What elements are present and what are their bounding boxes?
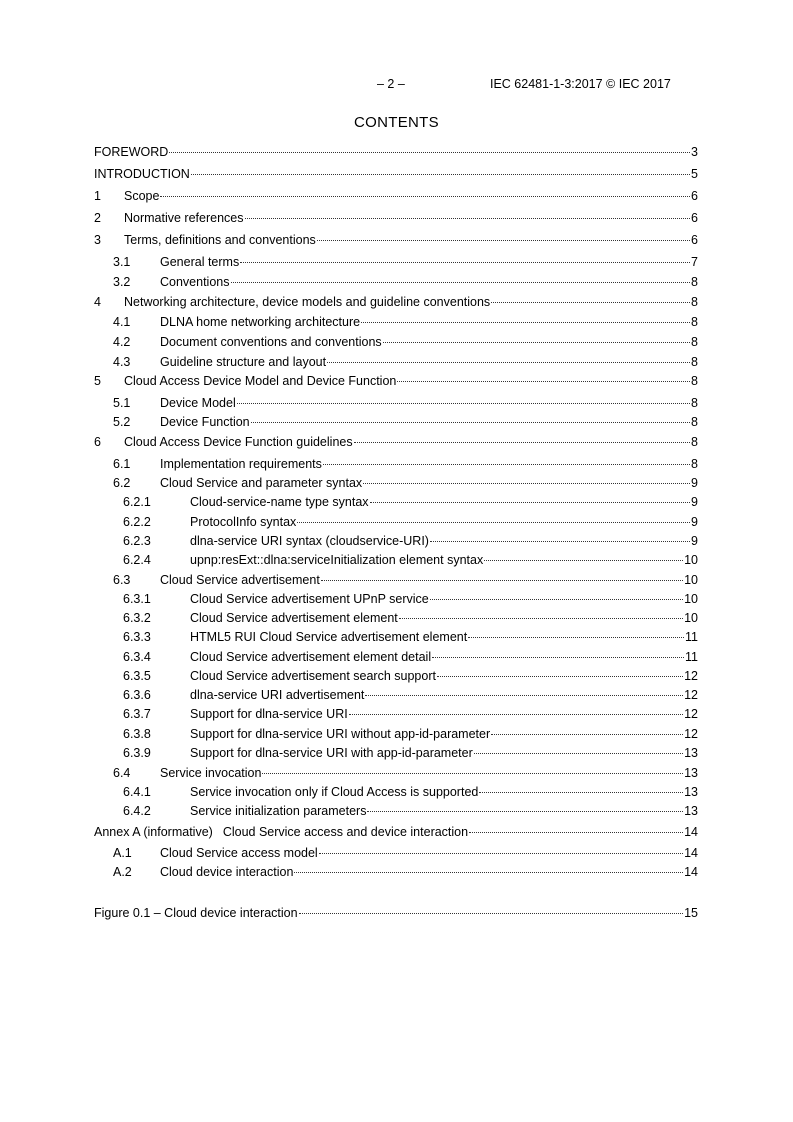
toc-entry[interactable] [94, 210, 698, 227]
dot-leader [327, 361, 690, 363]
contents-title: CONTENTS [354, 114, 439, 131]
toc-entry-page: 13 [684, 746, 698, 760]
dot-leader [237, 402, 690, 404]
toc-entry[interactable] [94, 373, 698, 390]
toc-entry[interactable] [94, 726, 698, 743]
dot-leader [491, 301, 690, 303]
dot-leader [354, 441, 690, 443]
toc-entry-page: 7 [691, 255, 698, 269]
toc-entry-page: 6 [691, 233, 698, 247]
toc-entry-title: Device Function [160, 415, 250, 429]
toc-entry-page: 15 [684, 906, 698, 920]
toc-entry-title: Cloud Service access and device interaction [222, 825, 469, 839]
dot-leader [299, 912, 684, 914]
toc-entry-number: 6.2.4 [123, 553, 151, 567]
dot-leader [432, 656, 684, 658]
toc-entry-title: Cloud Service advertisement element [190, 611, 398, 625]
toc-entry-number: 6.3.6 [123, 688, 151, 702]
toc-entry[interactable] [94, 706, 698, 723]
toc-entry[interactable] [94, 824, 698, 841]
toc-entry-page: 13 [684, 785, 698, 799]
toc-entry-title: Terms, definitions and conventions [124, 233, 316, 247]
toc-entry-number: 6.2 [113, 476, 131, 490]
toc-entry-number: 6.4.2 [123, 804, 151, 818]
toc-entry-page: 8 [691, 435, 698, 449]
toc-entry-title: FOREWORD [94, 145, 169, 159]
toc-entry-number: 6.3.8 [123, 727, 151, 741]
dot-leader [468, 636, 684, 638]
toc-entry-number: 4.3 [113, 355, 131, 369]
toc-entry-title: Document conventions and conventions [160, 335, 382, 349]
toc-entry-title: dlna-service URI syntax (cloudservice-URI) [190, 534, 429, 548]
toc-entry-title: Support for dlna-service URI with app-id-parameter [190, 746, 473, 760]
toc-entry-number: 5.1 [113, 396, 131, 410]
toc-entry[interactable] [94, 668, 698, 685]
toc-entry[interactable] [94, 610, 698, 627]
toc-entry-number: 4.1 [113, 315, 131, 329]
toc-entry-page: 6 [691, 211, 698, 225]
toc-entry-page: 9 [691, 534, 698, 548]
toc-entry-title: Service invocation only if Cloud Access is supported [190, 785, 479, 799]
dot-leader [399, 617, 683, 619]
toc-entry[interactable] [94, 232, 698, 249]
toc-entry-number: 6.3.3 [123, 630, 151, 644]
toc-entry-number: 5 [94, 374, 101, 388]
toc-entry-title: Figure 0.1 – Cloud device interaction [94, 906, 298, 920]
dot-leader [251, 421, 690, 423]
toc-entry-page: 8 [691, 295, 698, 309]
toc-entry-number: 4 [94, 295, 101, 309]
toc-entry[interactable] [94, 552, 698, 569]
toc-entry-number: 6.1 [113, 457, 131, 471]
toc-entry-page: 10 [684, 611, 698, 625]
toc-entry-page: 9 [691, 476, 698, 490]
toc-entry-page: 8 [691, 355, 698, 369]
toc-entry[interactable] [94, 254, 698, 271]
toc-entry[interactable] [94, 334, 698, 351]
toc-entry-number: 6.2.1 [123, 495, 151, 509]
toc-entry-page: 8 [691, 335, 698, 349]
toc-entry-title: Normative references [124, 211, 244, 225]
toc-entry-title: INTRODUCTION [94, 167, 190, 181]
toc-entry-title: ProtocolInfo syntax [190, 515, 297, 529]
toc-entry[interactable] [94, 845, 698, 862]
toc-entry-page: 9 [691, 495, 698, 509]
toc-entry-title: DLNA home networking architecture [160, 315, 361, 329]
toc-entry-number: 3.2 [113, 275, 131, 289]
toc-entry-page: 8 [691, 415, 698, 429]
toc-entry-title: Service invocation [160, 766, 262, 780]
toc-entry-page: 5 [691, 167, 698, 181]
toc-entry-number: 6.3.4 [123, 650, 151, 664]
toc-entry-page: 14 [684, 865, 698, 879]
toc-entry-page: 11 [685, 650, 698, 664]
toc-entry[interactable] [94, 572, 698, 589]
dot-leader [169, 151, 690, 153]
dot-leader [397, 380, 690, 382]
toc-entry-number: 6.3.9 [123, 746, 151, 760]
toc-entry-number: 2 [94, 211, 101, 225]
toc-entry[interactable] [94, 475, 698, 492]
toc-entry[interactable] [94, 864, 698, 881]
toc-entry-title: Scope [124, 189, 160, 203]
dot-leader [160, 195, 690, 197]
toc-entry-title: HTML5 RUI Cloud Service advertisement element [190, 630, 468, 644]
toc-entry[interactable] [94, 314, 698, 331]
toc-entry[interactable] [94, 803, 698, 820]
toc-entry-title: Cloud Service access model [160, 846, 318, 860]
toc-entry[interactable] [94, 784, 698, 801]
toc-entry-page: 13 [684, 766, 698, 780]
toc-entry-page: 12 [684, 707, 698, 721]
toc-entry-title: dlna-service URI advertisement [190, 688, 365, 702]
page-number: – 2 – [377, 77, 405, 91]
toc-entry-page: 8 [691, 457, 698, 471]
toc-entry-title: Guideline structure and layout [160, 355, 327, 369]
dot-leader [363, 482, 690, 484]
toc-entry-page: 3 [691, 145, 698, 159]
toc-entry-number: 1 [94, 189, 101, 203]
toc-entry-page: 14 [684, 825, 698, 839]
toc-entry-title: Cloud-service-name type syntax [190, 495, 369, 509]
dot-leader [319, 852, 683, 854]
toc-entry[interactable] [94, 494, 698, 511]
toc-entry-page: 12 [684, 727, 698, 741]
toc-entry-number: 6.3.5 [123, 669, 151, 683]
toc-entry-title: Cloud Access Device Model and Device Function [124, 374, 397, 388]
dot-leader [321, 579, 683, 581]
dot-leader [365, 694, 683, 696]
toc-entry-title: Cloud Service advertisement UPnP service [190, 592, 429, 606]
toc-entry-title: Cloud Service advertisement [160, 573, 320, 587]
toc-entry-page: 6 [691, 189, 698, 203]
toc-entry-page: 11 [685, 630, 698, 644]
toc-entry-title: Support for dlna-service URI [190, 707, 348, 721]
dot-leader [361, 321, 690, 323]
toc-entry[interactable] [94, 188, 698, 205]
dot-leader [240, 261, 690, 263]
toc-entry-number: 6.4.1 [123, 785, 151, 799]
toc-entry-number: 6.3.1 [123, 592, 151, 606]
dot-leader [231, 281, 691, 283]
toc-entry-title: Support for dlna-service URI without app-id-parameter [190, 727, 491, 741]
dot-leader [491, 733, 683, 735]
toc-entry[interactable] [94, 414, 698, 431]
document-reference: IEC 62481-1-3:2017 © IEC 2017 [490, 77, 671, 91]
toc-entry-title: Networking architecture, device models and guideline conventions [124, 295, 491, 309]
toc-entry[interactable] [94, 514, 698, 531]
toc-entry[interactable] [94, 687, 698, 704]
toc-entry-title: Cloud Service and parameter syntax [160, 476, 363, 490]
toc-entry-page: 8 [691, 315, 698, 329]
toc-entry-title: Conventions [160, 275, 230, 289]
toc-entry-number: 6 [94, 435, 101, 449]
toc-entry-title: Service initialization parameters [190, 804, 367, 818]
toc-entry-page: 10 [684, 573, 698, 587]
dot-leader [370, 501, 691, 503]
toc-entry-title: Cloud Access Device Function guidelines [124, 435, 353, 449]
dot-leader [469, 831, 683, 833]
toc-entry-number: A.2 [113, 865, 132, 879]
toc-entry[interactable] [94, 354, 698, 371]
toc-entry[interactable] [94, 144, 698, 161]
toc-entry-title: General terms [160, 255, 240, 269]
toc-entry[interactable] [94, 629, 698, 646]
toc-entry-page: 8 [691, 374, 698, 388]
dot-leader [430, 540, 690, 542]
toc-entry-page: 8 [691, 275, 698, 289]
toc-entry-number: 6.3 [113, 573, 131, 587]
toc-entry-page: 10 [684, 592, 698, 606]
toc-entry[interactable] [94, 649, 698, 666]
dot-leader [191, 173, 690, 175]
toc-entry-title: Device Model [160, 396, 236, 410]
dot-leader [323, 463, 690, 465]
toc-entry-page: 10 [684, 553, 698, 567]
toc-entry[interactable] [94, 765, 698, 782]
toc-entry-number: 5.2 [113, 415, 131, 429]
toc-entry-page: 14 [684, 846, 698, 860]
toc-entry[interactable] [94, 591, 698, 608]
dot-leader [437, 675, 683, 677]
toc-entry[interactable] [94, 294, 698, 311]
toc-entry-number: 6.2.3 [123, 534, 151, 548]
toc-entry-title: Cloud Service advertisement search support [190, 669, 436, 683]
toc-entry-title: upnp:resExt::dlna:serviceInitialization element syntax [190, 553, 484, 567]
dot-leader [262, 772, 683, 774]
toc-entry-title: Cloud Service advertisement element detail [190, 650, 432, 664]
dot-leader [430, 598, 683, 600]
toc-entry-number: A.1 [113, 846, 132, 860]
dot-leader [294, 871, 683, 873]
dot-leader [349, 713, 683, 715]
toc-entry-number: 4.2 [113, 335, 131, 349]
toc-entry-number: 6.3.7 [123, 707, 151, 721]
toc-entry-title: Implementation requirements [160, 457, 322, 471]
toc-entry-number: 3 [94, 233, 101, 247]
toc-entry[interactable] [94, 745, 698, 762]
dot-leader [297, 521, 690, 523]
dot-leader [474, 752, 683, 754]
dot-leader [367, 810, 683, 812]
toc-entry-number: 3.1 [113, 255, 131, 269]
toc-entry[interactable] [94, 905, 698, 922]
toc-entry[interactable] [94, 456, 698, 473]
dot-leader [245, 217, 691, 219]
toc-entry[interactable] [94, 395, 698, 412]
toc-entry-number: 6.4 [113, 766, 131, 780]
toc-entry-title: Cloud device interaction [160, 865, 294, 879]
toc-entry-number: Annex A (informative) [94, 825, 213, 839]
toc-entry[interactable] [94, 434, 698, 451]
toc-entry[interactable] [94, 166, 698, 183]
toc-entry-page: 8 [691, 396, 698, 410]
toc-entry[interactable] [94, 533, 698, 550]
toc-entry-page: 13 [684, 804, 698, 818]
dot-leader [484, 559, 683, 561]
toc-entry[interactable] [94, 274, 698, 291]
toc-entry-number: 6.2.2 [123, 515, 151, 529]
toc-entry-page: 9 [691, 515, 698, 529]
dot-leader [317, 239, 690, 241]
dot-leader [479, 791, 683, 793]
toc-entry-number: 6.3.2 [123, 611, 151, 625]
toc-entry-page: 12 [684, 688, 698, 702]
dot-leader [383, 341, 690, 343]
toc-entry-page: 12 [684, 669, 698, 683]
